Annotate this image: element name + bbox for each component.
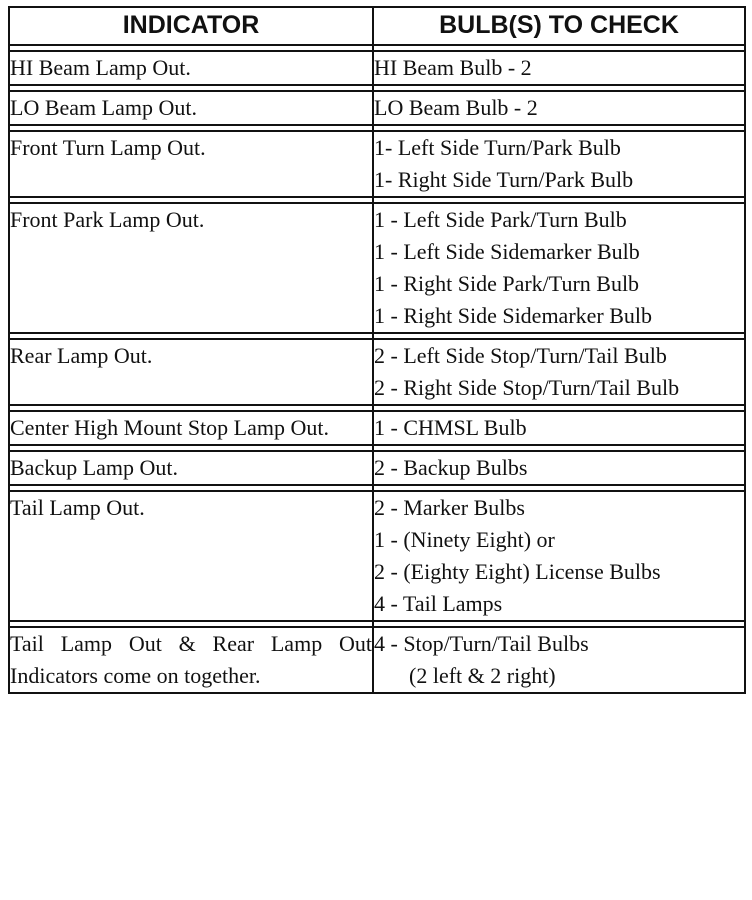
bulb-line: LO Beam Bulb - 2 xyxy=(374,95,538,120)
indicator-cell: Front Park Lamp Out. xyxy=(9,203,373,333)
bulbs-cell xyxy=(373,203,745,333)
bulb-line: 1 - Right Side Sidemarker Bulb xyxy=(374,303,653,328)
bulbs-cell xyxy=(373,339,745,405)
table-row xyxy=(9,451,745,485)
bulb-line: 1 - Left Side Park/Turn Bulb xyxy=(374,207,627,232)
indicator-cell: HI Beam Lamp Out. xyxy=(9,51,373,85)
bulb-line: 4 - Tail Lamps xyxy=(374,591,503,616)
indicator-cell: Front Turn Lamp Out. xyxy=(9,131,373,197)
table-row xyxy=(9,203,745,333)
table-row xyxy=(9,627,745,693)
indicator-column-header: INDICATOR xyxy=(9,7,373,45)
bulb-line: 2 - Right Side Stop/Turn/Tail Bulb xyxy=(374,375,680,400)
indicator-cell: Tail Lamp Out. xyxy=(9,491,373,621)
header-row xyxy=(9,7,745,45)
indicator-cell: Tail Lamp Out & Rear Lamp Out Indicators come on together. xyxy=(9,627,373,693)
bulbs-cell xyxy=(373,131,745,197)
bulbs-cell xyxy=(373,91,745,125)
table-row xyxy=(9,491,745,621)
indicator-cell: LO Beam Lamp Out. xyxy=(9,91,373,125)
bulbs-column-header: BULB(S) TO CHECK xyxy=(373,7,745,45)
bulb-line: 2 - (Eighty Eight) License Bulbs xyxy=(374,559,661,584)
table-row xyxy=(9,131,745,197)
indicator-cell: Backup Lamp Out. xyxy=(9,451,373,485)
bulb-line: 1 - (Ninety Eight) or xyxy=(374,527,555,552)
bulb-line: 1 - CHMSL Bulb xyxy=(374,415,527,440)
bulb-line: 4 - Stop/Turn/Tail Bulbs xyxy=(374,631,589,656)
table-row xyxy=(9,91,745,125)
bulbs-cell xyxy=(373,51,745,85)
bulb-line: 2 - Backup Bulbs xyxy=(374,455,528,480)
table-row xyxy=(9,51,745,85)
indicator-cell: Center High Mount Stop Lamp Out. xyxy=(9,411,373,445)
bulbs-cell xyxy=(373,491,745,621)
bulb-line: 1 - Left Side Sidemarker Bulb xyxy=(374,239,640,264)
table-row xyxy=(9,411,745,445)
bulb-check-table xyxy=(8,6,746,694)
bulb-line: (2 left & 2 right) xyxy=(409,663,556,688)
table-row xyxy=(9,339,745,405)
bulb-line: 2 - Marker Bulbs xyxy=(374,495,525,520)
indicator-cell: Rear Lamp Out. xyxy=(9,339,373,405)
bulbs-cell xyxy=(373,411,745,445)
bulbs-cell xyxy=(373,451,745,485)
bulb-line: 1- Left Side Turn/Park Bulb xyxy=(374,135,621,160)
bulb-line: HI Beam Bulb - 2 xyxy=(374,55,532,80)
bulb-line: 1- Right Side Turn/Park Bulb xyxy=(374,167,634,192)
bulbs-cell xyxy=(373,627,745,693)
bulb-line: 2 - Left Side Stop/Turn/Tail Bulb xyxy=(374,343,667,368)
bulb-line: 1 - Right Side Park/Turn Bulb xyxy=(374,271,640,296)
